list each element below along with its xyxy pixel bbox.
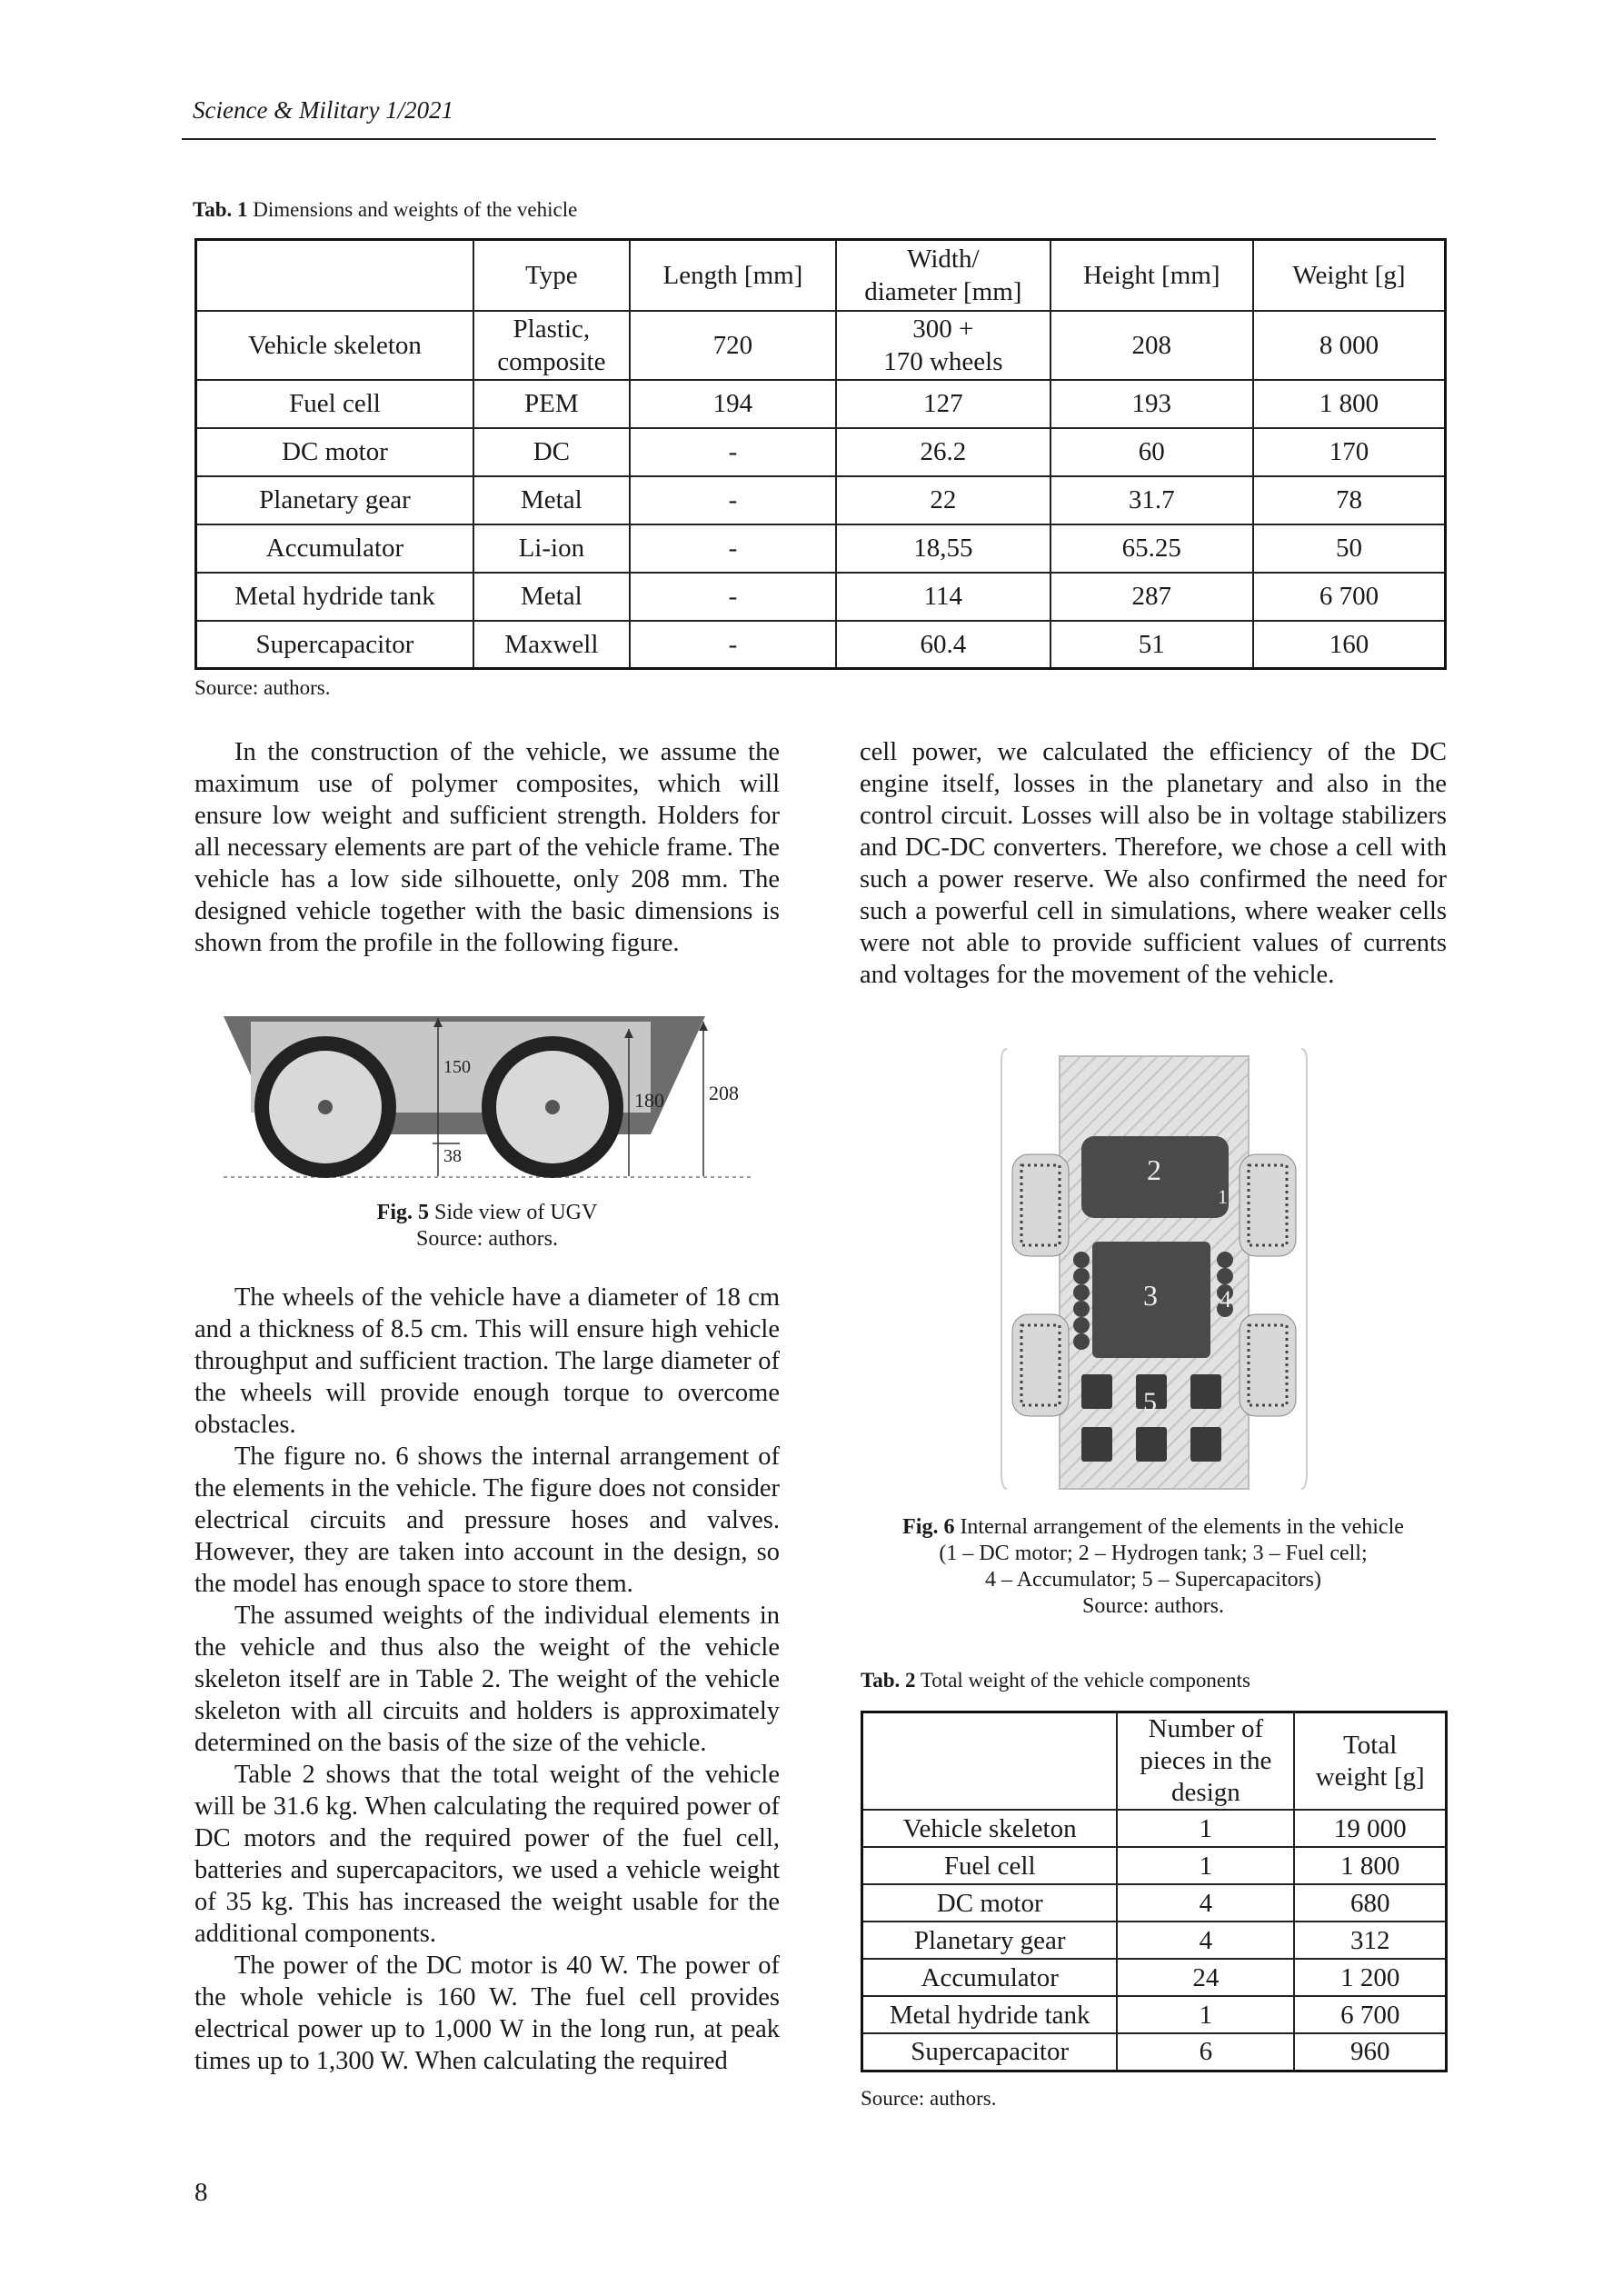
table2 [861, 1711, 1448, 2072]
header-cell: Type [473, 240, 630, 311]
table1-title: Dimensions and weights of the vehicle [247, 198, 578, 221]
paragraph: cell power, we calculated the efficiency of the DC engine itself, losses in the planetary and also in the control circuit. Losses will also be in voltage stabilizers and DC-DC converters. Therefore, we chose a cell with such a power reserve. We also confirmed the need for such a powerful cell in simulations, where weaker cells were not able to provide sufficient values of currents and voltages for the movement of the vehicle. [860, 738, 1447, 989]
paragraph: The power of the DC motor is 40 W. The power of the whole vehicle is 160 W. The fuel cell provides electrical power up to 1,000 W in the long run, at peak times up to 1,300 W. When calculating the required [194, 1952, 780, 2075]
table-cell: 19 000 [1294, 1810, 1446, 1847]
page-number: 8 [194, 2178, 208, 2207]
dim-lower: 38 [443, 1146, 462, 1166]
label-1: 1 [1218, 1185, 1228, 1208]
table2-label: Tab. 2 [861, 1669, 916, 1692]
dim-upper: 150 [443, 1057, 471, 1077]
table-row [196, 621, 1446, 669]
table-cell: 24 [1117, 1959, 1294, 1996]
table-cell: 312 [1294, 1922, 1446, 1959]
header-cell: Height [mm] [1050, 240, 1253, 311]
table-row [196, 573, 1446, 621]
label-3: 3 [1143, 1279, 1158, 1312]
table-cell: DC motor [862, 1884, 1118, 1922]
header-cell [862, 1712, 1118, 1811]
table-cell: 680 [1294, 1884, 1446, 1922]
table-cell: 26.2 [836, 428, 1050, 476]
figure5-source: Source: authors. [416, 1227, 558, 1251]
table-cell: 193 [1050, 380, 1253, 428]
paragraph: The figure no. 6 shows the internal arrangement of the elements in the vehicle. The figure does not consider electrical circuits and pressure hoses and valves. However, they are taken into account in the design, so the model has enough space to store them. [194, 1442, 780, 1598]
table-cell: 18,55 [836, 524, 1050, 573]
label-4: 4 [1220, 1286, 1231, 1313]
table-cell: 22 [836, 476, 1050, 524]
running-header: Science & Military 1/2021 [193, 96, 454, 124]
table-cell: Supercapacitor [862, 2033, 1118, 2071]
table1-label: Tab. 1 [193, 198, 248, 221]
table-cell: 4 [1117, 1922, 1294, 1959]
table-row [862, 1922, 1447, 1959]
table-cell: Accumulator [196, 524, 473, 573]
header-rule [182, 138, 1436, 140]
table-cell: 1 [1117, 1810, 1294, 1847]
table-row [862, 1847, 1447, 1884]
paragraph: The assumed weights of the individual elements in the vehicle and thus also the weight of the vehicle skeleton itself are in Table 2. The weight of the vehicle skeleton with all circuits and holders is approximately determined on the basis of the size of the vehicle. [194, 1602, 780, 1757]
header-cell: Weight [g] [1253, 240, 1446, 311]
table-row [196, 428, 1446, 476]
table-cell: Vehicle skeleton [862, 1810, 1118, 1847]
figure6-internal-arrangement [1000, 1043, 1309, 1498]
table1-caption [193, 198, 577, 222]
table-cell: 6 [1117, 2033, 1294, 2071]
table-cell: 4 [1117, 1884, 1294, 1922]
figure6-legend-line2: 4 – Accumulator; 5 – Supercapacitors) [985, 1568, 1321, 1592]
left-text-block-2 [194, 1282, 780, 2077]
figure5-side-view [224, 1016, 751, 1185]
wheel-icon [1240, 1154, 1296, 1256]
figure5-caption [224, 1200, 751, 1253]
table-cell: 8 000 [1253, 311, 1446, 380]
table-row [862, 1884, 1447, 1922]
figure6-legend-line1: (1 – DC motor; 2 – Hydrogen tank; 3 – Fuel cell; [939, 1542, 1368, 1565]
table1 [194, 238, 1447, 670]
table-cell: 51 [1050, 621, 1253, 669]
table-cell: - [630, 428, 836, 476]
table-row [196, 476, 1446, 524]
right-text-block [860, 736, 1447, 991]
table-cell: 60 [1050, 428, 1253, 476]
left-text-block-1 [194, 736, 780, 959]
table-cell: Fuel cell [862, 1847, 1118, 1884]
table-cell: 78 [1253, 476, 1446, 524]
table-row [196, 311, 1446, 380]
table-cell: 300 + 170 wheels [836, 311, 1050, 380]
table-cell: Maxwell [473, 621, 630, 669]
table2-source: Source: authors. [861, 2087, 997, 2110]
table-cell: 960 [1294, 2033, 1446, 2071]
table-row [196, 380, 1446, 428]
table-cell: 65.25 [1050, 524, 1253, 573]
table-cell: 60.4 [836, 621, 1050, 669]
table-cell: 194 [630, 380, 836, 428]
table-cell: Fuel cell [196, 380, 473, 428]
wheel-icon [1012, 1154, 1069, 1256]
header-cell: Number of pieces in the design [1117, 1712, 1294, 1811]
figure6-title: Internal arrangement of the elements in the vehicle [954, 1515, 1404, 1539]
dim-total: 208 [709, 1082, 739, 1104]
header-cell: Length [mm] [630, 240, 836, 311]
table-cell: 287 [1050, 573, 1253, 621]
table1-source: Source: authors. [194, 676, 331, 699]
table-cell: 1 200 [1294, 1959, 1446, 1996]
table-row [862, 1959, 1447, 1996]
table2-title: Total weight of the vehicle components [915, 1669, 1250, 1692]
table2-caption [861, 1669, 1250, 1692]
table-cell: - [630, 476, 836, 524]
table-cell: DC motor [196, 428, 473, 476]
table-cell: Metal hydride tank [196, 573, 473, 621]
table-cell: Li-ion [473, 524, 630, 573]
figure5-label: Fig. 5 [376, 1201, 429, 1224]
table-cell: Vehicle skeleton [196, 311, 473, 380]
table-cell: Planetary gear [862, 1922, 1118, 1959]
table-cell: 1 800 [1294, 1847, 1446, 1884]
dim-wheel: 180 [634, 1089, 664, 1112]
table-cell: 720 [630, 311, 836, 380]
table-cell: - [630, 573, 836, 621]
table-row [196, 524, 1446, 573]
front-wheel-icon [482, 1036, 623, 1178]
header-cell: Total weight [g] [1294, 1712, 1446, 1811]
rear-wheel-icon [254, 1036, 396, 1178]
table-cell: 1 800 [1253, 380, 1446, 428]
table-cell: 6 700 [1253, 573, 1446, 621]
table-row [862, 1996, 1447, 2033]
figure5-title: Side view of UGV [429, 1201, 598, 1224]
wheel-icon [1012, 1314, 1069, 1416]
table-cell: Supercapacitor [196, 621, 473, 669]
table-cell: Metal hydride tank [862, 1996, 1118, 2033]
paragraph: In the construction of the vehicle, we assume the maximum use of polymer composites, which will ensure low weight and sufficient strength. Holders for all necessary elements are part of the vehicle frame. The vehicle has a low side silhouette, only 208 mm. The designed vehicle together with the basic dimensions is shown from the profile in the following figure. [194, 738, 780, 957]
table-header-row [196, 240, 1446, 311]
table-cell: 50 [1253, 524, 1446, 573]
label-5: 5 [1143, 1387, 1157, 1417]
header-cell: Width/ diameter [mm] [836, 240, 1050, 311]
figure6-source: Source: authors. [1082, 1594, 1224, 1618]
table-cell: Accumulator [862, 1959, 1118, 1996]
table-cell: 208 [1050, 311, 1253, 380]
table-cell: 114 [836, 573, 1050, 621]
figure6-label: Fig. 6 [902, 1515, 955, 1539]
label-2: 2 [1147, 1153, 1161, 1186]
table-cell: 127 [836, 380, 1050, 428]
table-cell: DC [473, 428, 630, 476]
table-cell: 160 [1253, 621, 1446, 669]
table-cell: PEM [473, 380, 630, 428]
table-row [862, 1810, 1447, 1847]
header-cell [196, 240, 473, 311]
table-cell: 6 700 [1294, 1996, 1446, 2033]
table-cell: 31.7 [1050, 476, 1253, 524]
wheel-icon [1240, 1314, 1296, 1416]
table-cell: Metal [473, 476, 630, 524]
table-row [862, 2033, 1447, 2071]
table-header-row [862, 1712, 1447, 1811]
table-cell: Plastic, composite [473, 311, 630, 380]
table-cell: 1 [1117, 1847, 1294, 1884]
figure6-caption [860, 1514, 1447, 1620]
table-cell: Planetary gear [196, 476, 473, 524]
paragraph: The wheels of the vehicle have a diameter of 18 cm and a thickness of 8.5 cm. This will ensure high vehicle throughput and sufficient traction. The large diameter of the wheels will provide enough torque to overcome obstacles. [194, 1283, 780, 1439]
paragraph: Table 2 shows that the total weight of the vehicle will be 31.6 kg. When calculating the required power of DC motors and the required power of the fuel cell, batteries and supercapacitors, we used a vehicle weight of 35 kg. This has increased the weight usable for the additional components. [194, 1761, 780, 1948]
table-cell: 170 [1253, 428, 1446, 476]
table-cell: - [630, 621, 836, 669]
table-cell: - [630, 524, 836, 573]
table-cell: Metal [473, 573, 630, 621]
table-cell: 1 [1117, 1996, 1294, 2033]
